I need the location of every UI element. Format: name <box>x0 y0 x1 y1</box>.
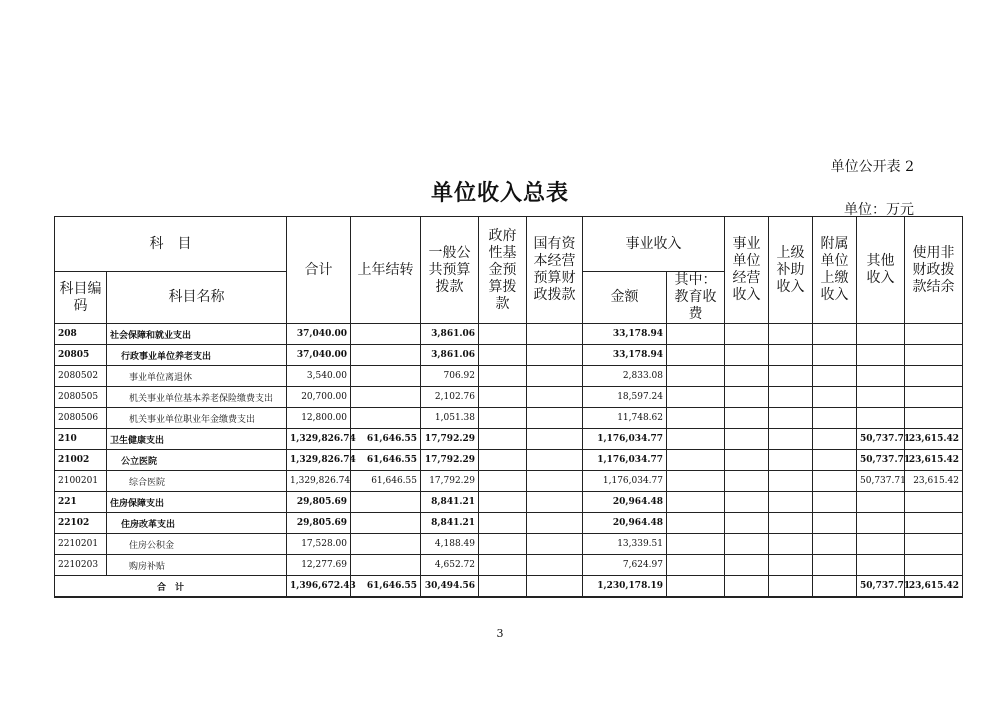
operating-income-cell <box>725 534 769 555</box>
business-edu-cell <box>667 408 725 429</box>
other-income-cell <box>857 408 905 429</box>
page-title: 单位收入总表 <box>430 180 569 206</box>
table-row <box>55 408 963 429</box>
operating-income-cell <box>725 555 769 576</box>
name-cell: 公立医院 <box>107 450 287 471</box>
carryover-cell <box>351 387 421 408</box>
general-budget-cell: 17,792.29 <box>421 471 479 492</box>
code-cell: 2210201 <box>55 534 107 555</box>
general-budget-cell: 8,841.21 <box>421 513 479 534</box>
table-row <box>55 366 963 387</box>
total-cell: 12,277.69 <box>287 555 351 576</box>
superior-subsidy-cell <box>769 408 813 429</box>
name-cell: 卫生健康支出 <box>107 429 287 450</box>
business-edu-cell <box>667 576 725 598</box>
table-row <box>55 534 963 555</box>
total-cell: 1,329,826.74 <box>287 471 351 492</box>
carryover-cell: 61,646.55 <box>351 576 421 598</box>
business-amount-cell: 20,964.48 <box>583 492 667 513</box>
general-budget-cell: 4,188.49 <box>421 534 479 555</box>
form-number: 单位公开表 2 <box>830 159 914 175</box>
superior-subsidy-cell <box>769 534 813 555</box>
gov-fund-cell <box>479 429 527 450</box>
gov-fund-cell <box>479 450 527 471</box>
non-fiscal-balance-cell: 23,615.42 <box>905 429 963 450</box>
name-cell: 综合医院 <box>107 471 287 492</box>
state-capital-cell <box>527 387 583 408</box>
gov-fund-cell <box>479 513 527 534</box>
general-budget-cell: 2,102.76 <box>421 387 479 408</box>
operating-income-cell <box>725 429 769 450</box>
non-fiscal-balance-cell: 23,615.42 <box>905 471 963 492</box>
business-amount-cell: 18,597.24 <box>583 387 667 408</box>
business-edu-cell <box>667 450 725 471</box>
superior-subsidy-cell <box>769 324 813 345</box>
other-income-cell <box>857 534 905 555</box>
state-capital-cell <box>527 429 583 450</box>
total-row <box>55 576 963 598</box>
operating-income-cell <box>725 366 769 387</box>
table-row <box>55 555 963 576</box>
non-fiscal-balance-cell: 23,615.42 <box>905 576 963 598</box>
business-edu-cell <box>667 387 725 408</box>
operating-income-cell <box>725 471 769 492</box>
page-number: 3 <box>496 627 504 640</box>
other-income-cell: 50,737.71 <box>857 576 905 598</box>
superior-subsidy-cell <box>769 450 813 471</box>
gov-fund-cell <box>479 387 527 408</box>
superior-subsidy-cell <box>769 576 813 598</box>
gov-fund-cell <box>479 345 527 366</box>
business-edu-cell <box>667 492 725 513</box>
total-cell: 1,329,826.74 <box>287 429 351 450</box>
business-edu-cell <box>667 366 725 387</box>
affiliated-income-cell <box>813 387 857 408</box>
superior-subsidy-cell <box>769 345 813 366</box>
total-cell: 37,040.00 <box>287 345 351 366</box>
total-cell: 29,805.69 <box>287 492 351 513</box>
non-fiscal-balance-cell <box>905 513 963 534</box>
gov-fund-cell <box>479 576 527 598</box>
business-amount-cell: 13,339.51 <box>583 534 667 555</box>
name-cell: 机关事业单位职业年金缴费支出 <box>107 408 287 429</box>
affiliated-income-cell <box>813 450 857 471</box>
carryover-cell: 61,646.55 <box>351 429 421 450</box>
affiliated-income-cell <box>813 324 857 345</box>
total-label: 合 计 <box>55 576 287 598</box>
gov-fund-cell <box>479 324 527 345</box>
carryover-cell <box>351 513 421 534</box>
non-fiscal-balance-cell <box>905 555 963 576</box>
total-cell: 3,540.00 <box>287 366 351 387</box>
total-cell: 1,396,672.43 <box>287 576 351 598</box>
other-income-cell <box>857 513 905 534</box>
carryover-cell <box>351 345 421 366</box>
affiliated-income-cell <box>813 492 857 513</box>
table-row <box>55 492 963 513</box>
state-capital-cell <box>527 513 583 534</box>
carryover-cell: 61,646.55 <box>351 471 421 492</box>
header-affiliated-income: 附属单位上缴收入 <box>813 217 857 324</box>
business-edu-cell <box>667 345 725 366</box>
affiliated-income-cell <box>813 513 857 534</box>
operating-income-cell <box>725 513 769 534</box>
name-cell: 住房保障支出 <box>107 492 287 513</box>
superior-subsidy-cell <box>769 555 813 576</box>
general-budget-cell: 1,051.38 <box>421 408 479 429</box>
business-amount-cell: 1,176,034.77 <box>583 450 667 471</box>
header-state-capital: 国有资本经营预算财政拨款 <box>527 217 583 324</box>
general-budget-cell: 17,792.29 <box>421 450 479 471</box>
total-cell: 29,805.69 <box>287 513 351 534</box>
header-carryover: 上年结转 <box>351 217 421 324</box>
operating-income-cell <box>725 345 769 366</box>
gov-fund-cell <box>479 471 527 492</box>
affiliated-income-cell <box>813 576 857 598</box>
code-cell: 21002 <box>55 450 107 471</box>
business-amount-cell: 33,178.94 <box>583 324 667 345</box>
other-income-cell <box>857 345 905 366</box>
gov-fund-cell <box>479 555 527 576</box>
business-amount-cell: 20,964.48 <box>583 513 667 534</box>
other-income-cell: 50,737.71 <box>857 429 905 450</box>
total-cell: 20,700.00 <box>287 387 351 408</box>
other-income-cell: 50,737.71 <box>857 450 905 471</box>
general-budget-cell: 30,494.56 <box>421 576 479 598</box>
superior-subsidy-cell <box>769 492 813 513</box>
carryover-cell <box>351 366 421 387</box>
table-row <box>55 471 963 492</box>
header-general-budget: 一般公共预算拨款 <box>421 217 479 324</box>
code-cell: 22102 <box>55 513 107 534</box>
business-amount-cell: 33,178.94 <box>583 345 667 366</box>
code-cell: 2080506 <box>55 408 107 429</box>
header-non-fiscal-balance: 使用非财政拨款结余 <box>905 217 963 324</box>
name-cell: 事业单位离退休 <box>107 366 287 387</box>
table-row <box>55 324 963 345</box>
code-cell: 210 <box>55 429 107 450</box>
business-amount-cell: 1,176,034.77 <box>583 429 667 450</box>
code-cell: 208 <box>55 324 107 345</box>
affiliated-income-cell <box>813 534 857 555</box>
state-capital-cell <box>527 492 583 513</box>
unit-label: 单位：万元 <box>844 202 914 218</box>
code-cell: 221 <box>55 492 107 513</box>
non-fiscal-balance-cell <box>905 492 963 513</box>
code-cell: 20805 <box>55 345 107 366</box>
affiliated-income-cell <box>813 471 857 492</box>
header-total: 合计 <box>287 217 351 324</box>
state-capital-cell <box>527 366 583 387</box>
state-capital-cell <box>527 345 583 366</box>
state-capital-cell <box>527 534 583 555</box>
header-code: 科目编码 <box>55 272 107 324</box>
business-edu-cell <box>667 534 725 555</box>
superior-subsidy-cell <box>769 471 813 492</box>
header-subject: 科 目 <box>55 217 287 272</box>
affiliated-income-cell <box>813 429 857 450</box>
general-budget-cell: 3,861.06 <box>421 324 479 345</box>
affiliated-income-cell <box>813 366 857 387</box>
business-amount-cell: 11,748.62 <box>583 408 667 429</box>
carryover-cell: 61,646.55 <box>351 450 421 471</box>
affiliated-income-cell <box>813 345 857 366</box>
gov-fund-cell <box>479 366 527 387</box>
state-capital-cell <box>527 555 583 576</box>
general-budget-cell: 17,792.29 <box>421 429 479 450</box>
header-name: 科目名称 <box>107 272 287 324</box>
business-edu-cell <box>667 471 725 492</box>
business-edu-cell <box>667 324 725 345</box>
table-row <box>55 450 963 471</box>
operating-income-cell <box>725 450 769 471</box>
state-capital-cell <box>527 450 583 471</box>
superior-subsidy-cell <box>769 513 813 534</box>
general-budget-cell: 8,841.21 <box>421 492 479 513</box>
non-fiscal-balance-cell <box>905 324 963 345</box>
name-cell: 购房补贴 <box>107 555 287 576</box>
state-capital-cell <box>527 324 583 345</box>
non-fiscal-balance-cell <box>905 387 963 408</box>
income-summary-table <box>54 216 963 598</box>
general-budget-cell: 3,861.06 <box>421 345 479 366</box>
carryover-cell <box>351 408 421 429</box>
header-business-amount: 金额 <box>583 272 667 324</box>
other-income-cell <box>857 492 905 513</box>
non-fiscal-balance-cell <box>905 408 963 429</box>
operating-income-cell <box>725 387 769 408</box>
total-cell: 1,329,826.74 <box>287 450 351 471</box>
other-income-cell <box>857 555 905 576</box>
affiliated-income-cell <box>813 555 857 576</box>
operating-income-cell <box>725 576 769 598</box>
table-row <box>55 387 963 408</box>
total-cell: 12,800.00 <box>287 408 351 429</box>
business-edu-cell <box>667 429 725 450</box>
header-business-edu: 其中：教育收费 <box>667 272 725 324</box>
non-fiscal-balance-cell <box>905 534 963 555</box>
total-cell: 17,528.00 <box>287 534 351 555</box>
header-other-income: 其他收入 <box>857 217 905 324</box>
table-body <box>55 324 963 598</box>
code-cell: 2080502 <box>55 366 107 387</box>
name-cell: 行政事业单位养老支出 <box>107 345 287 366</box>
operating-income-cell <box>725 408 769 429</box>
code-cell: 2210203 <box>55 555 107 576</box>
gov-fund-cell <box>479 408 527 429</box>
carryover-cell <box>351 492 421 513</box>
operating-income-cell <box>725 324 769 345</box>
business-amount-cell: 7,624.97 <box>583 555 667 576</box>
header-operating-income: 事业单位经营收入 <box>725 217 769 324</box>
name-cell: 住房公积金 <box>107 534 287 555</box>
state-capital-cell <box>527 408 583 429</box>
non-fiscal-balance-cell <box>905 366 963 387</box>
other-income-cell <box>857 387 905 408</box>
affiliated-income-cell <box>813 408 857 429</box>
name-cell: 住房改革支出 <box>107 513 287 534</box>
table-row <box>55 513 963 534</box>
other-income-cell <box>857 324 905 345</box>
header-superior-subsidy: 上级补助收入 <box>769 217 813 324</box>
other-income-cell <box>857 366 905 387</box>
carryover-cell <box>351 555 421 576</box>
code-cell: 2080505 <box>55 387 107 408</box>
header-gov-fund: 政府性基金预算拨款 <box>479 217 527 324</box>
non-fiscal-balance-cell: 23,615.42 <box>905 450 963 471</box>
carryover-cell <box>351 534 421 555</box>
name-cell: 社会保障和就业支出 <box>107 324 287 345</box>
header-business-income: 事业收入 <box>583 217 725 272</box>
table-row <box>55 345 963 366</box>
business-edu-cell <box>667 513 725 534</box>
business-amount-cell: 1,230,178.19 <box>583 576 667 598</box>
total-cell: 37,040.00 <box>287 324 351 345</box>
carryover-cell <box>351 324 421 345</box>
non-fiscal-balance-cell <box>905 345 963 366</box>
superior-subsidy-cell <box>769 387 813 408</box>
name-cell: 机关事业单位基本养老保险缴费支出 <box>107 387 287 408</box>
operating-income-cell <box>725 492 769 513</box>
business-amount-cell: 1,176,034.77 <box>583 471 667 492</box>
gov-fund-cell <box>479 534 527 555</box>
general-budget-cell: 4,652.72 <box>421 555 479 576</box>
code-cell: 2100201 <box>55 471 107 492</box>
gov-fund-cell <box>479 492 527 513</box>
general-budget-cell: 706.92 <box>421 366 479 387</box>
state-capital-cell <box>527 576 583 598</box>
other-income-cell: 50,737.71 <box>857 471 905 492</box>
business-amount-cell: 2,833.08 <box>583 366 667 387</box>
superior-subsidy-cell <box>769 429 813 450</box>
business-edu-cell <box>667 555 725 576</box>
state-capital-cell <box>527 471 583 492</box>
superior-subsidy-cell <box>769 366 813 387</box>
table-row <box>55 429 963 450</box>
